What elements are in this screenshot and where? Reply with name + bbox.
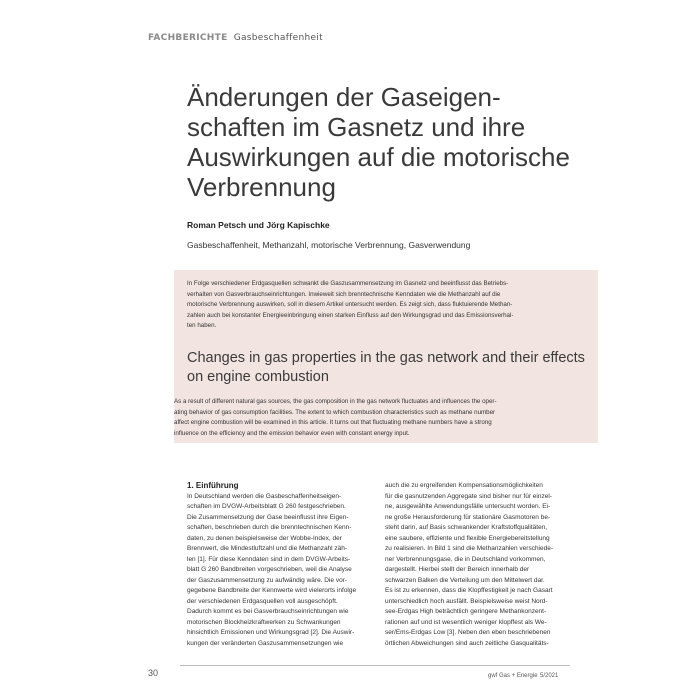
article-title <box>187 82 570 202</box>
body-line: für die gasnutzenden Aggregate sind bisher nur für einzel- <box>385 492 552 500</box>
abstract-line: ating behavior of gas consumption facilities. The extent to which combustion characteristics such as methane number <box>174 408 496 416</box>
subsection-label: Gasbeschaffenheit <box>233 33 323 43</box>
keywords: Gasbeschaffenheit, Methanzahl, motorische Verbrennung, Gasverwendung <box>187 240 471 250</box>
body-line: rationen auf und ist wesentlich weniger klopffest als We- <box>385 618 547 626</box>
body-line: der verschiedenen Erdgasquellen voll ausgeschöpft. <box>187 597 338 605</box>
body-line: schaften im DVGW-Arbeitsblatt G 260 festgeschrieben. <box>187 503 346 510</box>
body-line: hinsichtlich Emissionen und Wirkungsgrad [2]. Die Auswir- <box>187 629 355 636</box>
body-line: ner Verbrennungsgase, die in Deutschland vorkommen, <box>385 555 546 563</box>
issue-number: 5/2021 <box>540 673 559 679</box>
title-line: Verbrennung <box>187 172 336 202</box>
body-line: In Deutschland werden die Gasbeschaffenheitseigen- <box>187 492 342 500</box>
english-title <box>187 349 585 387</box>
title-line: Auswirkungen auf die motorische <box>187 142 570 172</box>
body-line: schaften, beschrieben durch die brenntechnischen Kenn- <box>187 524 352 531</box>
abstract-line: As a result of different natural gas sources, the gas composition in the gas network fluctuates and influences the oper- <box>174 398 497 405</box>
page-number: 30 <box>148 668 159 678</box>
body-line: unterschiedlich hoch ausfällt. Beispielsweise weist Nord- <box>385 597 548 605</box>
body-line: zu realisieren. In Bild 1 sind die Methanzahlen verschiede- <box>385 545 554 552</box>
abstract-line: affect engine combustion will be examined in this article. It turns out that fluctuating methane numbers have a strong <box>174 419 492 426</box>
authors: Roman Petsch und Jörg Kapischke <box>187 220 330 230</box>
section-heading: 1. Einführung <box>187 481 239 490</box>
english-title-line: Changes in gas properties in the gas network and their effects <box>187 350 585 366</box>
body-line: auch die zu ergreifenden Kompensationsmöglichkeiten <box>385 482 543 489</box>
body-line: ne, ausgewählte Anwendungsfälle untersucht worden. Ei- <box>385 503 551 510</box>
body-line: motorischen Blockheizkraftwerken zu Schwankungen <box>187 618 341 626</box>
body-line: Brennwert, die Mindestluftzahl und die Methanzahl zäh- <box>187 545 348 552</box>
body-line: Dadurch kommt es bei Gasverbrauchseinrichtungen wie <box>187 608 349 615</box>
abstract-german <box>187 279 583 332</box>
body-column-left <box>187 481 373 649</box>
body-line: der Gaszusammensetzung zu aufwändig wäre. Die vor- <box>187 576 348 584</box>
body-line: see-Erdgas High beträchtlich geringere Methankonzent- <box>385 608 547 615</box>
running-header <box>148 33 323 43</box>
body-line: steht darin, auf Basis schwankender Kraftstoffqualitäten, <box>385 524 548 531</box>
body-line: örtlichen Abweichungen sind auch zeitliche Gasqualitäts- <box>385 639 549 647</box>
abstract-line: influence on the efficiency and the emission behavior even with constant energy input. <box>174 429 410 437</box>
body-line: ser/Ems-Erdgas Low [3]. Neben den eben beschriebenen <box>385 629 551 636</box>
body-line: ne große Herausforderung für stationäre Gasmotoren be- <box>385 513 551 521</box>
body-column-right <box>385 481 585 649</box>
section-label: FACHBERICHTE <box>148 33 228 43</box>
abstract-english <box>174 397 594 439</box>
abstract-line: zahlen auch bei konstanter Energieeinbringung einen starken Einfluss auf den Wirkungsgrad und das Emissionsverhal- <box>187 311 514 319</box>
journal-name: gwf Gas + Energie <box>488 673 538 679</box>
title-line: schaften im Gasnetz und ihre <box>187 112 526 142</box>
body-line: gegebene Bandbreite der Kennwerte wird vielerorts infolge <box>187 587 357 594</box>
body-line: schwarzen Balken die Verteilung um den Mittelwert dar. <box>385 576 545 584</box>
abstract-box <box>174 270 598 443</box>
abstract-line: ten haben. <box>187 322 217 329</box>
body-line: Die Zusammensetzung der Gase beeinflusst ihre Eigen- <box>187 513 349 521</box>
body-line: len [1]. Für diese Kenndaten sind in dem DVGW-Arbeits- <box>187 555 351 563</box>
abstract-line: verhalten von Gasverbrauchseinrichtungen. Inwieweit sich brenntechnische Kenndaten wie die Methanzahl auf die <box>187 290 501 298</box>
footer-rule <box>180 665 570 666</box>
abstract-line: In Folge verschiedener Erdgasquellen schwankt die Gaszusammensetzung im Gasnetz und beeinflusst das Betriebs- <box>187 280 509 287</box>
body-line: daten, zu denen beispielsweise der Wobbe-Index, der <box>187 534 342 542</box>
english-title-line: on engine combustion <box>187 369 329 385</box>
body-line: kungen der veränderten Gaszusammensetzungen wie <box>187 639 344 647</box>
body-line: blatt G 260 Bandbreiten vorgeschrieben, weil die Analyse <box>187 566 352 573</box>
body-line: Es ist zu erkennen, dass die Klopffestigkeit je nach Gasart <box>385 587 553 594</box>
body-line: dargestellt. Hierbei stellt der Bereich innerhalb der <box>385 566 530 573</box>
abstract-line: motorische Verbrennung auswirken, soll in diesem Artikel untersucht werden. Es zeigt sich, dass fluktuierende Methan- <box>187 301 513 308</box>
title-line: Änderungen der Gaseigen- <box>187 82 501 112</box>
body-line: eine saubere, effiziente und flexible Energiebereitstellung <box>385 534 550 542</box>
